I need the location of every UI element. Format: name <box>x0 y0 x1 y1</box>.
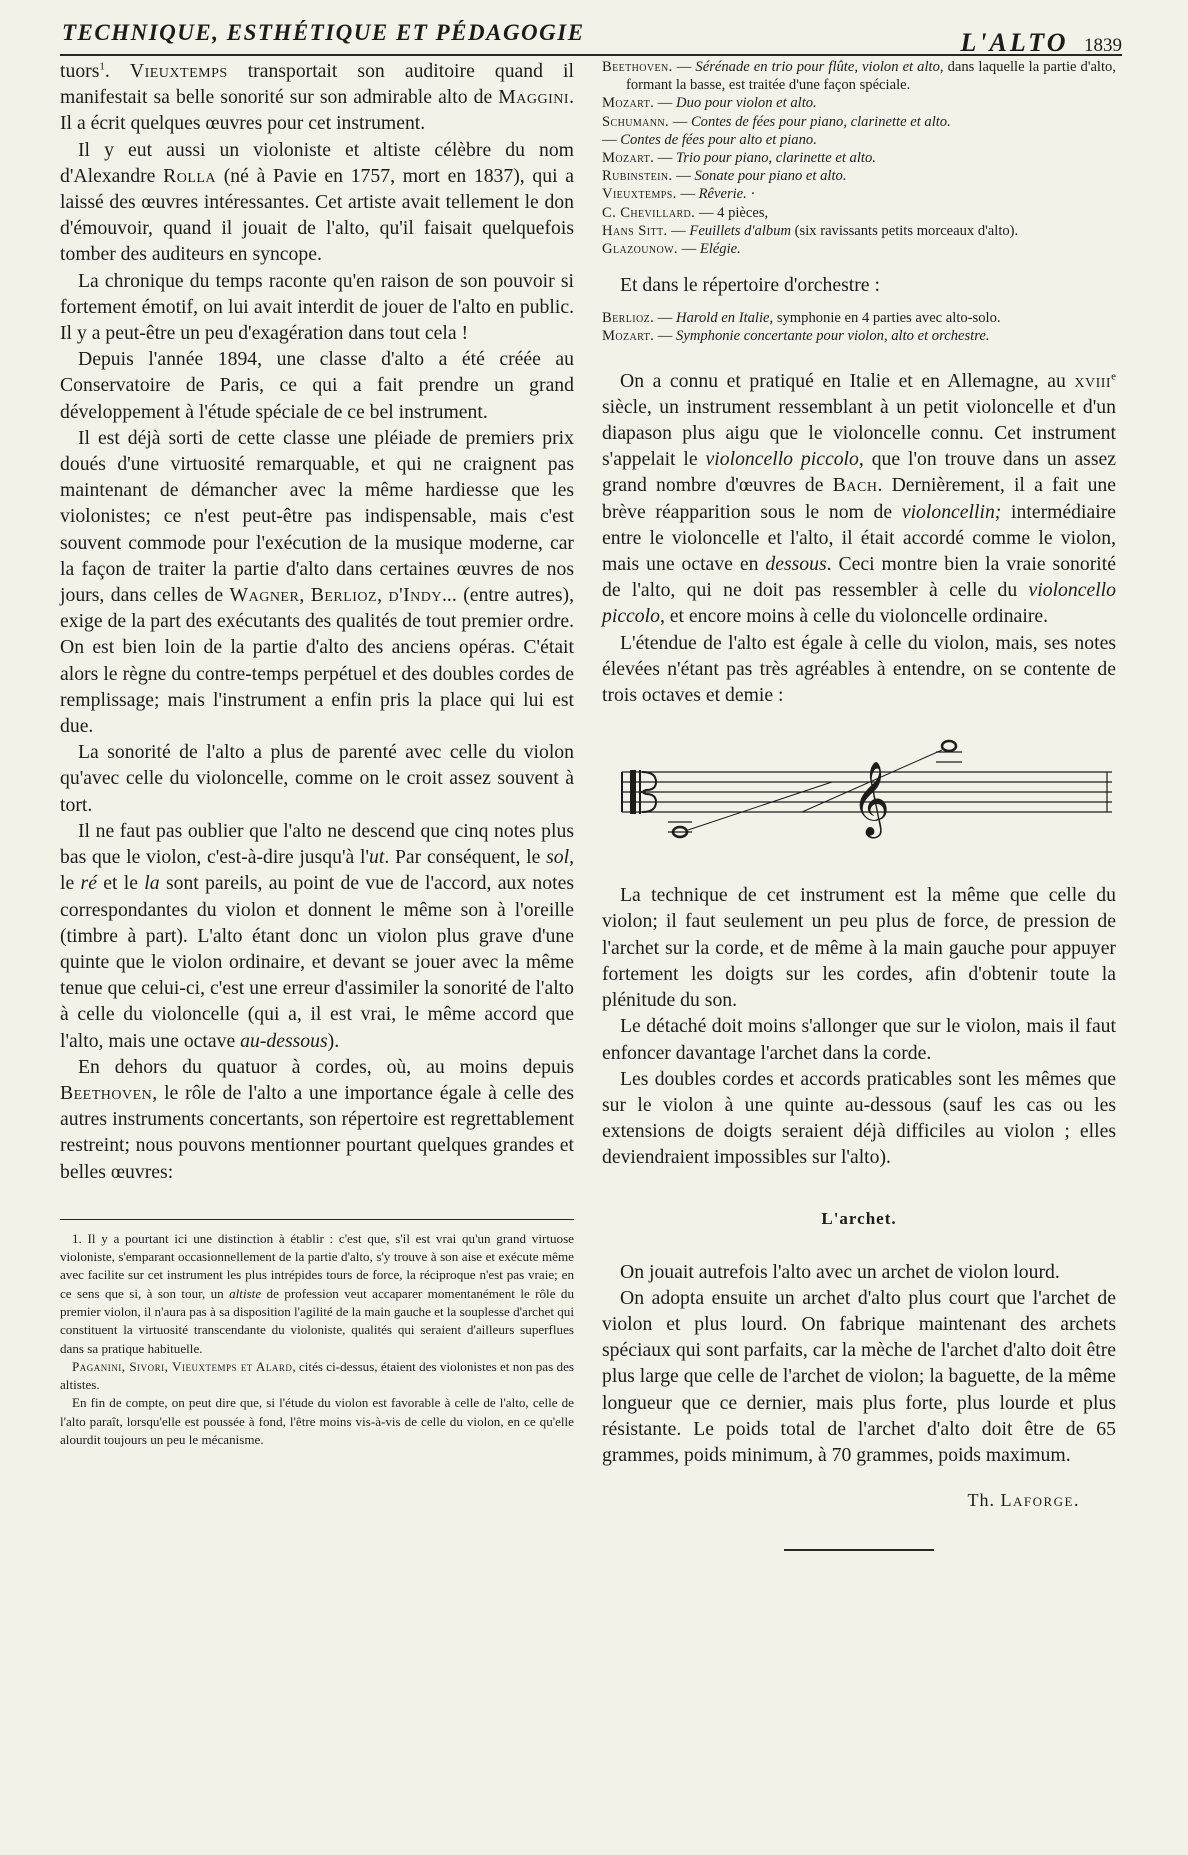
paragraph: tuors$^1$. Vieuxtemps transportait son auditoire quand il manifestait sa belle sonorité sur son admirable alto de Maggini. Il a écrit quelques œuvres pour cet instrument. <box>60 60 574 135</box>
work-composer: C. Chevillard. <box>602 204 696 221</box>
footnote-ref[interactable]: 1 <box>99 60 105 73</box>
work-title: Contes de fées pour alto et piano. <box>620 131 817 148</box>
work-title: Duo pour violon et alto. <box>676 95 817 112</box>
running-head-section: TECHNIQUE, ESTHÉTIQUE ET PÉDAGOGIE <box>62 20 585 45</box>
orchestre-intro: Et dans le répertoire d'orchestre : <box>620 274 880 297</box>
works-list <box>602 58 1116 258</box>
footnote: Paganini, Sivori, Vieuxtemps et Alard, cités ci-dessus, étaient des violonistes et non pas des altistes. <box>60 1358 574 1393</box>
work-composer: Mozart. <box>602 150 655 167</box>
work-entry <box>602 58 1116 94</box>
paragraph: On adopta ensuite un archet d'alto plus court que l'archet de violon et plus lourd. On fabrique maintenant des archets spéciaux qui sont parfaits, car la mèche de l'archet d'alto doit être plus large que celle de l'archet de violon; la baguette, de la même longueur que ce dernier, mais plus forte, plus lourde et plus résistante. Le poids total de l'archet d'alto doit être de 65 grammes, poids minimum, à 70 grammes, poids maximum. <box>602 1286 1116 1466</box>
work-composer: Mozart. <box>602 328 655 345</box>
work-composer: Glazounow. <box>602 241 678 258</box>
paragraph: Il est déjà sorti de cette classe une pléiade de premiers prix doués d'une virtuosité remarquable, et qui ne craignent pas maintenant de démancher avec la même hardiesse que les violonistes; ce n'est peut-être pas indispensable, mais c'est souvent commode pour l'exécution de la musique moderne, car la façon de traiter la partie d'alto dans certaines œuvres de nos jours, dans celles de Wagner, Berlioz, d'Indy... (entre autres), exige de la part des exécutants des qualités de tout premier ordre. On est bien loin de la partie d'alto des anciens opéras. C'était alors le règne du contre-temps perpétuel et des doubles cordes de remplissage; mais l'instrument a enfin pris la place qui lui est due. <box>60 426 575 738</box>
paragraph: Le détaché doit moins s'allonger que sur le violon, mais il faut enfoncer davantage l'archet dans la corde. <box>602 1015 1116 1064</box>
work-note: 4 pièces, <box>717 204 769 221</box>
paragraph: Depuis l'année 1894, une classe d'alto a été créée au Conservatoire de Paris, ce qui a fait prendre un grand développement à l'étude spéciale de ce bel instrument. <box>60 348 574 423</box>
work-dash: — <box>695 204 718 221</box>
work-title: Feuillets d'album <box>689 222 792 239</box>
paragraph: En dehors du quatuor à cordes, où, au moins depuis Beethoven, le rôle de l'alto a une importance égale à celle des autres instruments concertants, son répertoire est regrettablement restreint; nous pouvons mentionner pourtant quelques grandes et belles œuvres: <box>60 1055 574 1183</box>
work-dash: — <box>654 95 677 112</box>
work-entry <box>602 204 1116 222</box>
work-entry <box>602 113 1116 131</box>
footnote: En fin de compte, on peut dire que, si l'étude du violon est favorable à celle de l'alto, celle de l'alto paraît, lorsqu'elle est poussée à fond, l'être moins vis-à-vis de celle du violon, en ce qu'elle alourdit toujours un peu le mécanisme. <box>60 1395 574 1447</box>
work-composer: Vieuxtemps. <box>602 186 677 203</box>
work-entry <box>602 167 1116 185</box>
paragraph: On jouait autrefois l'alto avec un archet de violon lourd. <box>620 1260 1060 1283</box>
page-number: 1839 <box>1084 35 1122 56</box>
work-dash: — <box>667 222 690 239</box>
work-composer: Mozart. <box>602 95 655 112</box>
whole-note-icon <box>936 741 962 762</box>
orchestre-works-list <box>602 309 1116 345</box>
work-entry <box>602 327 1116 345</box>
work-composer: Rubinstein. <box>602 168 673 185</box>
work-composer: Beethoven. <box>602 59 673 75</box>
section-heading: L'archet. <box>821 1208 897 1228</box>
work-title: Sérénade en trio pour flûte, violon et alto, <box>695 59 944 75</box>
range-music-example <box>602 736 1116 846</box>
paragraph: Il y eut aussi un violoniste et altiste célèbre du nom d'Alexandre Rolla (né à Pavie en 1757, mort en 1837), qui a laissé des œuvres intéressantes. Cet artiste avait tellement le don d'émouvoir, quand il jouait de l'alto, qu'il faisait quelquefois tomber des auditeurs en syncope. <box>60 138 574 266</box>
work-title: Sonate pour piano et alto. <box>694 168 847 185</box>
work-dash: — <box>669 113 691 130</box>
paragraph: La technique de cet instrument est la même que celle du violon; il faut seulement un peu plus de force, de pression de l'archet sur la corde, et de même à la main gauche pour appuyer fortement les doigts sur les cordes, afin d'obtenir toute la plénitude du son. <box>602 884 1116 1012</box>
work-title: Symphonie concertante pour violon, alto et orchestre. <box>676 328 990 345</box>
work-entry <box>602 185 1116 203</box>
paragraph: Les doubles cordes et accords praticables sont les mêmes que sur le violon à une quinte au-dessous (sauf les cas ou les extensions de doigts seraient déjà difficiles au violon ; elles deviendraient impossibles sur l'alto). <box>602 1067 1116 1169</box>
work-dash: — <box>677 241 700 258</box>
work-composer: Berlioz. <box>602 310 655 327</box>
paragraph: On a connu et pratiqué en Italie et en Allemagne, au xviii$^e$ siècle, un instrument ressemblant à un petit violoncelle et d'un diapason plus aigu que le violoncelle connu. Cet instrument s'appelait le violoncello piccolo, que l'on trouve dans un assez grand nombre d'œuvres de Bach. Dernièrement, il a fait une brève réapparition sous le nom de violoncellin; intermédiaire entre le violoncelle et l'alto, il était accordé comme le violon, mais une octave en dessous. Ceci montre bien la vraie sonorité de l'alto, qui ne doit pas ressembler à celle du violoncello piccolo, et encore moins à celle du violoncelle ordinaire. <box>602 369 1116 628</box>
work-dash: — <box>654 310 677 327</box>
end-rule <box>784 1549 934 1551</box>
work-note: · <box>746 186 756 203</box>
work-dash: — <box>672 59 696 75</box>
running-head <box>60 18 1122 56</box>
footnotes <box>60 1219 574 1450</box>
work-entry <box>602 309 1116 327</box>
music-staff <box>602 736 1116 846</box>
work-dash: — <box>602 131 621 148</box>
paragraph: Il ne faut pas oublier que l'alto ne descend que cinq notes plus bas que le violon, c'est-à-dire jusqu'à l'ut. Par conséquent, le sol, le ré et le la sont pareils, au point de vue de l'accord, aux notes correspondantes du violon et donnent le même son à l'oreille (timbre à part). L'alto étant donc un violon plus grave d'une quinte que le violon ordinaire, et devant se jouer avec la même tenue que celui-ci, c'est une erreur d'assimiler la sonorité de l'alto à celle du violoncelle (qui a, il est vrai, le même accord que l'alto, mais une octave au-dessous). <box>60 819 574 1052</box>
paragraph: L'étendue de l'alto est égale à celle du violon, mais, ses notes élevées n'étant pas très agréables à entendre, on se contente de trois octaves et demie : <box>602 631 1116 707</box>
work-note: dans laquelle la partie d'alto, formant la basse, est traitée d'une façon spéciale. <box>626 59 1116 94</box>
running-head-right <box>960 28 1122 58</box>
work-composer: Schumann. <box>602 113 670 130</box>
work-dash: — <box>654 328 677 345</box>
work-title: Trio pour piano, clarinette et alto. <box>676 150 876 167</box>
work-entry <box>602 222 1116 240</box>
work-title: Elégie. <box>699 241 741 258</box>
work-title: Contes de fées pour piano, clarinette et alto. <box>690 113 951 130</box>
work-entry <box>602 149 1116 167</box>
footnote: 1. Il y a pourtant ici une distinction à établir : c'est que, s'il est vrai qu'un grand virtuose violoniste, s'emparant occasionnellement de la partie d'alto, s'y trouve à son aise et exécute même avec facilite sur cet instrument les plus intrépides tours de force, la réciproque n'est pas vraie; en ce sens que si, à son tour, un altiste de profession veut accaparer momentanément le rôle du premier violon, il n'aura pas à sa disposition l'agilité de la main gauche et la souplesse d'archet qui constituent la virtuosité transcendante du violoniste, qualités qui seraient d'ailleurs superflues dans sa pratique habituelle. <box>60 1230 574 1356</box>
work-entry <box>602 131 1116 149</box>
work-dash: — <box>672 168 695 185</box>
paragraph: La sonorité de l'alto a plus de parenté avec celle du violon qu'avec celle du violoncelle, comme on le croit assez souvent à tort. <box>60 741 574 816</box>
work-composer: Hans Sitt. <box>602 222 668 239</box>
work-entry <box>602 240 1116 258</box>
running-head-title: L'ALTO <box>960 28 1069 57</box>
treble-clef-icon: 𝄞 <box>852 762 890 837</box>
work-note: symphonie en 4 parties avec alto-solo. <box>773 310 1001 327</box>
work-dash: — <box>654 150 677 167</box>
work-entry <box>602 94 1116 112</box>
work-note: (six ravissants petits morceaux d'alto). <box>791 222 1019 239</box>
right-column <box>602 58 1116 1551</box>
work-title: Rêverie. <box>698 186 747 203</box>
work-title: Harold en Italie, <box>676 310 774 327</box>
paragraph: La chronique du temps raconte qu'en raison de son pouvoir si fortement émotif, on lui avait interdit de jouer de l'alto en public. Il y a peut-être un peu d'exagération dans tout cela ! <box>60 269 574 345</box>
author-signature: Th. Laforge. <box>967 1490 1080 1511</box>
left-column <box>60 58 574 1449</box>
range-line <box>688 782 832 830</box>
work-dash: — <box>676 186 699 203</box>
